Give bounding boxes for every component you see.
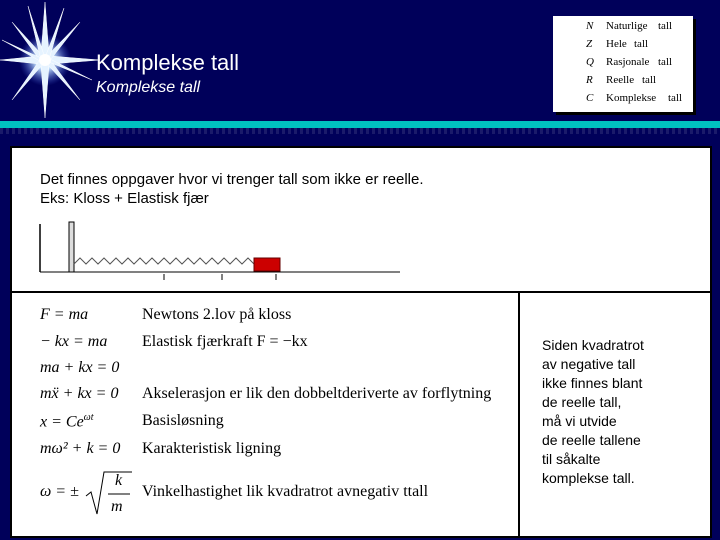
number-set-name: Hele [606, 38, 627, 50]
star-burst-logo [0, 0, 110, 130]
side-note-line: av negative tall [542, 356, 636, 372]
side-note-line: må vi utvide [542, 413, 617, 429]
number-set-word: tall [658, 20, 673, 32]
vertical-divider [518, 293, 520, 536]
number-sets-box [553, 16, 693, 112]
accent-bar-pattern [0, 128, 720, 134]
side-note-line: Siden kvadratrot [542, 337, 644, 353]
number-set-symbol: Q [586, 56, 594, 68]
number-set-word: tall [634, 38, 649, 50]
sqrt-sign [84, 470, 134, 518]
side-note-line: komplekse tall. [542, 470, 635, 486]
spring-mass-diagram [38, 218, 408, 284]
equation-description: Basisløsning [142, 412, 224, 429]
spring-anchor-wall [69, 222, 74, 272]
equation-base: x = Ce [40, 413, 84, 431]
number-set-symbol: Z [586, 38, 593, 50]
number-set-word: tall [658, 56, 673, 68]
equation: − kx = ma [40, 333, 108, 350]
number-set-symbol: N [586, 20, 594, 32]
number-set-name: Reelle [606, 74, 635, 86]
number-set-name: Rasjonale [606, 56, 650, 68]
number-set-name: Naturlige [606, 20, 648, 32]
intro-line: Det finnes oppgaver hvor vi trenger tall som ikke er reelle. [40, 171, 424, 188]
equation-description: Newtons 2.lov på kloss [142, 306, 292, 323]
side-note-line: de reelle tall, [542, 394, 622, 410]
number-set-row [554, 38, 692, 56]
intro-text [40, 170, 424, 208]
equation-description: Karakteristisk ligning [142, 440, 282, 457]
number-set-symbol: C [586, 92, 594, 104]
content-panel [10, 146, 712, 538]
number-set-row [554, 56, 692, 74]
slide-title: Komplekse tall [96, 50, 240, 75]
block-mass [254, 258, 280, 271]
side-note [542, 336, 702, 488]
elastic-spring [74, 258, 254, 264]
horizontal-divider [12, 291, 710, 293]
equation-description: Vinkelhastighet lik kvadratrot avnegativ ttall [142, 483, 429, 500]
number-set-name: Komplekse [606, 92, 657, 104]
number-set-row [554, 74, 692, 92]
equation [40, 412, 94, 431]
equation: mẍ + kx = 0 [40, 385, 119, 402]
equation: ma + kx = 0 [40, 359, 120, 376]
equation [40, 470, 140, 518]
side-note-line: de reelle tallene [542, 432, 641, 448]
equation-description: Elastisk fjærkraft F = −kx [142, 333, 308, 350]
fraction-numerator: k [115, 472, 123, 489]
equation: mω² + k = 0 [40, 440, 121, 457]
number-set-row [554, 20, 692, 38]
equation-exponent: ωt [83, 412, 94, 423]
number-set-row [554, 92, 692, 110]
side-note-line: ikke finnes blant [542, 375, 643, 391]
intro-line: Eks: Kloss + Elastisk fjær [40, 190, 209, 207]
fraction-denominator: m [111, 498, 123, 515]
side-note-line: til såkalte [542, 451, 601, 467]
equation-base: ω = ± [40, 483, 79, 500]
number-set-word: tall [642, 74, 657, 86]
number-set-word: tall [668, 92, 683, 104]
accent-bar [0, 121, 720, 128]
number-set-symbol: R [586, 74, 593, 86]
slide-subtitle: Komplekse tall [96, 79, 201, 96]
equation: F = ma [40, 306, 89, 323]
equation-description: Akselerasjon er lik den dobbeltderiverte av forflytning [142, 385, 492, 402]
